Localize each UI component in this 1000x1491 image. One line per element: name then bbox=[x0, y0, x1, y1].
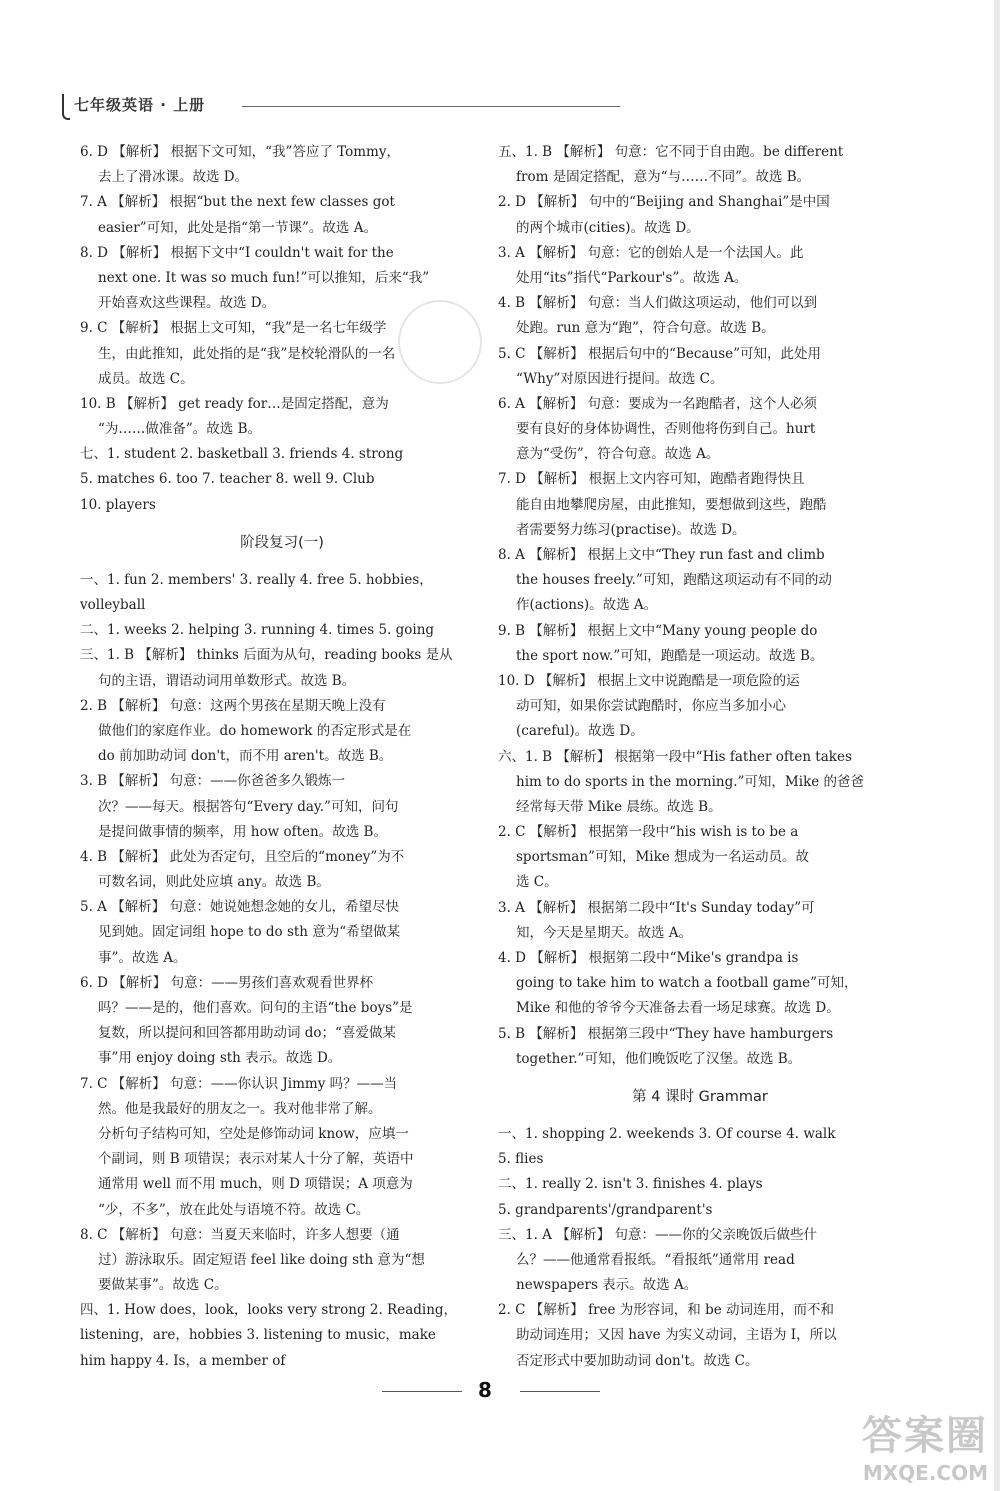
answer-line: 处用“its”指代“Parkour's”。故选 A。 bbox=[516, 269, 748, 286]
answer-line: the sport now.”可知，跑酷是一项运动。故选 B。 bbox=[516, 647, 824, 664]
answer-line: 2. B 【解析】 句意：这两个男孩在星期天晚上没有 bbox=[80, 697, 386, 714]
answer-line: 六、1. B 【解析】 根据第一段中“His father often takes bbox=[498, 748, 852, 765]
answer-line: 七、1. student 2. basketball 3. friends 4. strong bbox=[80, 446, 404, 463]
answer-line: 3. A 【解析】 句意：它的创始人是一个法国人。此 bbox=[498, 244, 804, 261]
answer-line: (careful)。故选 D。 bbox=[516, 723, 644, 740]
answer-line: 四、1. How does，look，looks very strong 2. Reading， bbox=[80, 1302, 458, 1319]
answer-line: going to take him to watch a football game”可知， bbox=[516, 975, 858, 992]
answer-line: 8. D 【解析】 根据下文中“I couldn't wait for the bbox=[80, 244, 394, 261]
answer-line: 10. B 【解析】 get ready for…是固定搭配，意为 bbox=[80, 395, 389, 412]
answer-line: 成员。故选 C。 bbox=[98, 370, 194, 387]
answer-line: 意为“受伤”，符合句意。故选 A。 bbox=[516, 446, 720, 463]
answer-line: 三、1. B 【解析】 thinks 后面为从句，reading books 是从 bbox=[80, 647, 453, 664]
answer-line: 事”用 enjoy doing sth 表示。故选 D。 bbox=[98, 1050, 342, 1067]
answer-line: 4. B 【解析】 句意：当人们做这项运动，他们可以到 bbox=[498, 295, 818, 312]
answer-line: “少，不多”，放在此处与语境不符。故选 C。 bbox=[98, 1201, 370, 1218]
answer-line: 要有良好的身体协调性，否则他将伤到自己。hurt bbox=[516, 421, 816, 438]
answer-line: him happy 4. Is，a member of bbox=[80, 1352, 286, 1369]
answer-line: 5. B 【解析】 根据第三段中“They have hamburgers bbox=[498, 1025, 834, 1042]
answer-line: 事”。故选 A。 bbox=[98, 949, 187, 966]
answer-line: 3. B 【解析】 句意：——你爸爸多久锻炼一 bbox=[80, 773, 346, 790]
watermark-url: MXQE.COM bbox=[862, 1461, 988, 1485]
answer-line: 作(actions)。故选 A。 bbox=[516, 597, 658, 614]
answer-line: Mike 和他的爷爷今天准备去看一场足球赛。故选 D。 bbox=[516, 1000, 840, 1017]
answer-line: 8. C 【解析】 句意：当夏天来临时，许多人想要（通 bbox=[80, 1226, 400, 1243]
answer-line: 4. D 【解析】 根据第二段中“Mike's grandpa is bbox=[498, 950, 799, 966]
answer-line: 分析句子结构可知，空处是修饰动词 know，应填一 bbox=[98, 1125, 409, 1142]
answer-line: 一、1. fun 2. members' 3. really 4. free 5. hobbies， bbox=[80, 571, 433, 588]
answer-line: 个副词，则 B 项错误；表示对某人十分了解，英语中 bbox=[98, 1151, 414, 1168]
watermark-logo: 答案圈 bbox=[862, 1413, 988, 1459]
answer-line: 7. A 【解析】 根据“but the next few classes got bbox=[80, 194, 395, 211]
answer-line: 10. players bbox=[80, 496, 156, 513]
answer-line: sportsman”可知，Mike 想成为一名运动员。故 bbox=[516, 849, 810, 866]
header-title: 七年级英语 · 上册 bbox=[74, 96, 206, 114]
answer-line: 者需要努力练习(practise)。故选 D。 bbox=[516, 521, 746, 538]
header-rule bbox=[242, 106, 620, 107]
right-column bbox=[498, 140, 902, 1374]
answer-line: next one. It was so much fun!”可以推知，后来“我” bbox=[98, 269, 430, 286]
answer-line: 可数名词，则此处应填 any。故选 B。 bbox=[98, 874, 330, 891]
answer-line: 7. D 【解析】 根据上文内容可知，跑酷者跑得快且 bbox=[498, 471, 805, 488]
answer-line: 8. A 【解析】 根据上文中“They run fast and climb bbox=[498, 547, 825, 563]
answer-line: “Why”对原因进行提问。故选 C。 bbox=[516, 370, 724, 387]
answer-line: 10. D 【解析】 根据上文中说跑酷是一项危险的运 bbox=[498, 672, 800, 689]
page-header bbox=[62, 94, 622, 118]
answer-line: volleyball bbox=[80, 597, 146, 613]
answer-line: 9. B 【解析】 根据上文中“Many young people do bbox=[498, 622, 818, 639]
answer-line: 去上了滑冰课。故选 D。 bbox=[98, 169, 249, 186]
answer-line: 5. A 【解析】 句意：她说她想念她的女儿，希望尽快 bbox=[80, 899, 400, 916]
footer-rule-right bbox=[520, 1391, 600, 1392]
answer-line: 动可知，如果你尝试跑酷时，你应当多加小心 bbox=[516, 698, 786, 715]
answer-line: 能自由地攀爬房屋，由此推知，要想做到这些，跑酷 bbox=[516, 496, 827, 513]
answer-line: 2. C 【解析】 free 为形容词，和 be 动词连用，而不和 bbox=[498, 1302, 835, 1319]
answer-line: “为……做准备”。故选 B。 bbox=[98, 421, 262, 438]
answer-line: 一、1. shopping 2. weekends 3. Of course 4. walk bbox=[498, 1125, 836, 1142]
header-bracket bbox=[62, 94, 70, 120]
answer-line: 二、1. really 2. isn't 3. finishes 4. plays bbox=[498, 1176, 763, 1193]
answer-line: 二、1. weeks 2. helping 3. running 4. times 5. going bbox=[80, 622, 435, 639]
answer-line: 么？——他通常看报纸。“看报纸”通常用 read bbox=[516, 1251, 795, 1268]
answer-line: 6. D 【解析】 句意：——男孩们喜欢观看世界杯 bbox=[80, 974, 374, 991]
answer-line: 5. C 【解析】 根据后句中的“Because”可知，此处用 bbox=[498, 345, 822, 362]
answer-line: 五、1. B 【解析】 句意：它不同于自由跑。be different bbox=[498, 144, 844, 160]
footer-rule-left bbox=[382, 1391, 462, 1392]
answer-line: 5. matches 6. too 7. teacher 8. well 9. Club bbox=[80, 471, 375, 488]
answer-line: do 前加助动词 don't，而不用 aren't。故选 B。 bbox=[98, 748, 393, 765]
answer-line: listening，are，hobbies 3. listening to music，make bbox=[80, 1327, 436, 1344]
answer-line: 6. D 【解析】 根据下文可知，“我”答应了 Tommy， bbox=[80, 144, 400, 160]
answer-line: 通常用 well 而不用 much，则 D 项错误；A 项意为 bbox=[98, 1176, 413, 1193]
answer-line: 要做某事”。故选 C。 bbox=[98, 1277, 228, 1294]
watermark bbox=[862, 1404, 988, 1485]
answer-line: 知，今天是星期天。故选 A。 bbox=[516, 924, 693, 941]
answer-line: 吗？——是的，他们喜欢。问句的主语“the boys”是 bbox=[98, 1000, 413, 1016]
answer-line: 选 C。 bbox=[516, 874, 558, 891]
answer-line: 处跑。run 意为“跑”，符合句意。故选 B。 bbox=[516, 320, 775, 337]
answer-line: 5. grandparents'/grandparent's bbox=[498, 1201, 713, 1218]
answer-line: 否定形式中要加助动词 don't。故选 C。 bbox=[516, 1352, 759, 1369]
answer-line: 三、1. A 【解析】 句意：——你的父亲晚饭后做些什 bbox=[498, 1226, 818, 1243]
answer-line: 9. C 【解析】 根据上文可知，“我”是一名七年级学 bbox=[80, 320, 387, 337]
left-column bbox=[80, 140, 484, 1374]
answer-line: 助动词连用；又因 have 为实义动词，主语为 I，所以 bbox=[516, 1327, 837, 1344]
answer-line: newspapers 表示。故选 A。 bbox=[516, 1277, 698, 1294]
answer-line: 的两个城市(cities)。故选 D。 bbox=[516, 219, 700, 236]
answer-line: from 是固定搭配，意为“与……不同”。故选 B。 bbox=[516, 169, 811, 186]
answer-line: easier”可知，此处是指“第一节课”。故选 A。 bbox=[98, 219, 377, 236]
answer-line: 次？——每天。根据答句“Every day.”可知，问句 bbox=[98, 798, 399, 815]
answer-line: 经常每天带 Mike 晨练。故选 B。 bbox=[516, 798, 722, 815]
page-edge bbox=[994, 0, 1000, 1491]
answer-line: 7. C 【解析】 句意：——你认识 Jimmy 吗？——当 bbox=[80, 1075, 398, 1092]
answer-line: 复数，所以提问和回答都用助动词 do；“喜爱做某 bbox=[98, 1025, 396, 1042]
answer-line: 生，由此推知，此处指的是“我”是校轮滑队的一名 bbox=[98, 345, 396, 362]
answer-line: 见到她。固定词组 hope to do sth 意为“希望做某 bbox=[98, 924, 401, 941]
answer-line: 6. A 【解析】 句意：要成为一名跑酷者，这个人必须 bbox=[498, 395, 818, 412]
answer-line: 过）游泳取乐。固定短语 feel like doing sth 意为“想 bbox=[98, 1251, 425, 1268]
answer-line: 4. B 【解析】 此处为否定句，且空后的“money”为不 bbox=[80, 848, 405, 865]
answer-line: 5. flies bbox=[498, 1151, 544, 1168]
answer-line: 开始喜欢这些课程。故选 D。 bbox=[98, 295, 276, 312]
answer-line: together.”可知，他们晚饭吃了汉堡。故选 B。 bbox=[516, 1050, 802, 1067]
answer-line: 3. A 【解析】 根据第二段中“It's Sunday today”可 bbox=[498, 899, 815, 916]
answer-line: 做他们的家庭作业。do homework 的否定形式是在 bbox=[98, 722, 412, 739]
answer-line: 2. C 【解析】 根据第一段中“his wish is to be a bbox=[498, 824, 799, 841]
answer-line: him to do sports in the morning.”可知，Mike 的爸爸 bbox=[516, 773, 865, 790]
answer-line: 句的主语，谓语动词用单数形式。故选 B。 bbox=[98, 672, 356, 689]
answer-line: 2. D 【解析】 句中的“Beijing and Shanghai”是中国 bbox=[498, 194, 830, 211]
answer-line: the houses freely.”可知，跑酷这项运动有不同的动 bbox=[516, 572, 832, 589]
answer-line: 是提问做事情的频率，用 how often。故选 B。 bbox=[98, 823, 387, 840]
answer-line: 然。他是我最好的朋友之一。我对他非常了解。 bbox=[98, 1100, 382, 1117]
section-title: 阶段复习(一) bbox=[240, 534, 324, 551]
section-title: 第 4 课时 Grammar bbox=[632, 1088, 768, 1105]
page-number: 8 bbox=[478, 1378, 492, 1402]
